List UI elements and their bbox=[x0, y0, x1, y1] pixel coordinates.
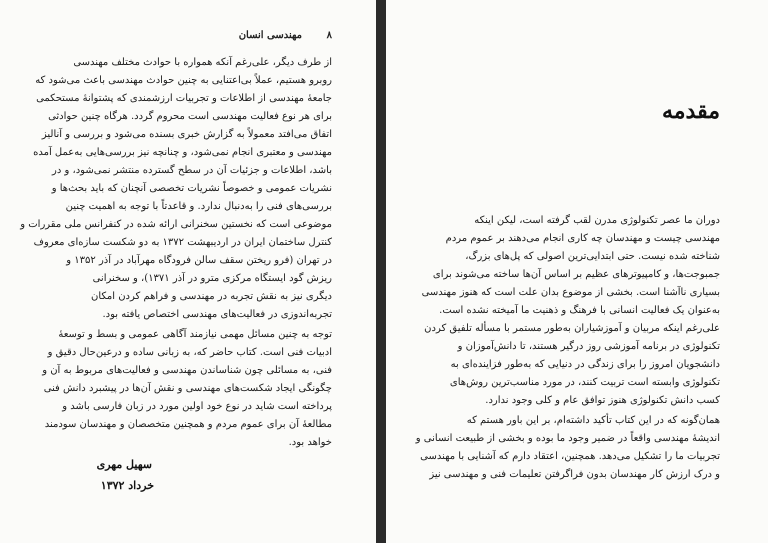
text-line: به‌عنوان یک فعالیت انسانی با فرهنگ و ذهنیت ما آمیخته نشده است. bbox=[439, 305, 720, 316]
text-line: از طرف دیگر، علی‌رغم آنکه همواره با حوادث مختلف مهندسی bbox=[73, 57, 332, 68]
text-line: مهندسی چیست و مهندسان چه کاری انجام می‌دهند بر عموم مردم bbox=[445, 233, 720, 244]
text-line: دیگری نیز به نقش تجربه در مهندسی و فراهم کردن امکان bbox=[90, 291, 332, 302]
text-line: و درک ارزش کار مهندسان بدون فراگرفتن تعلیمات فنی و مهندسی نیز bbox=[429, 469, 720, 480]
text-line: علی‌رغم اینکه مربیان و آموزشیاران به‌طور مستمر با مسأله تلفیق کردن bbox=[424, 323, 720, 334]
text-line: نشریات عمومی و خصوصاً نشریات تخصصی آنچنان که باید بحث‌ها و bbox=[51, 183, 332, 194]
text-line: کسب دانش تکنولوژی هنوز توافق عام و کلی وجود ندارد. bbox=[485, 395, 720, 406]
text-line: کنترل ساختمان ایران در اردیبهشت ۱۳۷۲ به دو شکست سازه‌ای معروف bbox=[33, 237, 332, 248]
text-line: تکنولوژی وابسته است تربیت کنند، در مورد مناسب‌ترین روش‌های bbox=[449, 377, 720, 388]
left-page bbox=[0, 0, 376, 543]
text-line: شناخته شده نیست. حتی ابتدایی‌ترین اصولی که پل‌های بزرگ، bbox=[465, 251, 720, 262]
text-line: اتفاق می‌افتد معمولاً به گزارش خبری بسنده می‌شود و بررسی و آنالیز bbox=[41, 129, 332, 140]
text-line: در تهران (فرو ریختن سقف سالن فرودگاه مهرآباد در آذر ۱۳۵۲ و bbox=[66, 255, 332, 266]
text-line: جمبوجت‌ها، و کامپیوترهای عظیم بر اساس آن‌ها ساخته می‌شوند برای bbox=[432, 269, 720, 280]
text-line: تجربه‌اندوزی در فعالیت‌های مهندسی اختصاص یافته بود. bbox=[102, 309, 332, 320]
page-number: ۸ bbox=[326, 30, 332, 41]
right-body-text bbox=[415, 212, 720, 484]
text-line: بسیاری ناآشنا است. بخشی از موضوع بدان علت است که هنوز مهندسی bbox=[421, 287, 720, 298]
text-line: ریزش گود ایستگاه مرکزی مترو در آذر ۱۳۷۱)، و سخنرانی bbox=[92, 273, 332, 284]
text-line: اندیشهٔ مهندسی واقعاً در ضمیر وجود ما بوده و بخشی از طبیعت انسانی و bbox=[415, 433, 720, 444]
signature-name: سهیل مهری bbox=[96, 458, 152, 471]
text-line: جامعهٔ مهندسی از اطلاعات و تجربیات ارزشمندی که پشتوانهٔ مستحکمی bbox=[36, 93, 332, 104]
right-page bbox=[386, 0, 768, 543]
text-line: توجه به چنین مسائل مهمی نیازمند آگاهی عمومی و بسط و توسعهٔ bbox=[58, 329, 332, 340]
text-line: چگونگی ایجاد شکست‌های مهندسی و نقش آن‌ها در پیشبرد دانش فنی bbox=[43, 383, 332, 394]
text-line: روبرو هستیم، عملاً بی‌اعتنایی به چنین حوادث مهندسی باعث می‌شود که bbox=[35, 75, 332, 86]
text-line: ادبیات فنی است. کتاب حاضر که، به زبانی ساده و درعین‌حال دقیق و bbox=[47, 347, 332, 358]
text-line: بررسی‌های فنی را به‌دنبال ندارد. و قاعدتاً با توجه به اهمیت چنین bbox=[65, 201, 332, 212]
text-line: پرداخته است شاید در نوع خود اولین مورد در زبان فارسی باشد و bbox=[62, 401, 332, 412]
text-line: خواهد بود. bbox=[288, 437, 332, 448]
text-line: مهندسی و معتبری انجام نمی‌شود، و چنانچه نیز بررسی‌هایی به‌عمل آمده bbox=[33, 147, 332, 158]
text-line: برای هر نوع فعالیت مهندسی است محروم گردد. هرگاه چنین حوادثی bbox=[48, 111, 332, 122]
text-line: دانشجویان امروز را برای زندگی در دنیایی که به‌طور فزاینده‌ای به bbox=[450, 359, 720, 370]
text-line: دوران ما عصر تکنولوژی مدرن لقب گرفته است، لیکن اینکه bbox=[474, 215, 720, 226]
running-title: مهندسی انسان bbox=[238, 30, 302, 41]
signature-date: خرداد ۱۳۷۲ bbox=[100, 479, 154, 492]
left-body-text bbox=[20, 54, 332, 452]
chapter-heading: مقدمه bbox=[661, 98, 720, 124]
text-line: تکنولوژی در برنامه آموزشی روز درگیر هستند، تا دانش‌آموزان و bbox=[457, 341, 720, 352]
text-line: باشد، اطلاعات و جزئیات آن در سطح گسترده منتشر نمی‌شود، و در bbox=[52, 165, 332, 176]
text-line: مطالعهٔ آن برای عموم مردم و همچنین متخصصان و مهندسان سودمند bbox=[44, 419, 332, 430]
text-line: فنی، به مسائلی چون شناساندن مهندسی و فعالیت‌های مربوط به آن و bbox=[42, 365, 332, 376]
text-line: همان‌گونه که در این کتاب تأکید داشته‌ام، بر این باور هستم که bbox=[466, 415, 720, 426]
text-line: تجربیات ما را تشکیل می‌دهد. همچنین، اعتقاد دارم که آشنایی با مهندسی bbox=[420, 451, 720, 462]
text-line: موضوعی است که نخستین سخنرانی ارائه شده در کنفرانس ملی مقررات و bbox=[20, 219, 332, 230]
